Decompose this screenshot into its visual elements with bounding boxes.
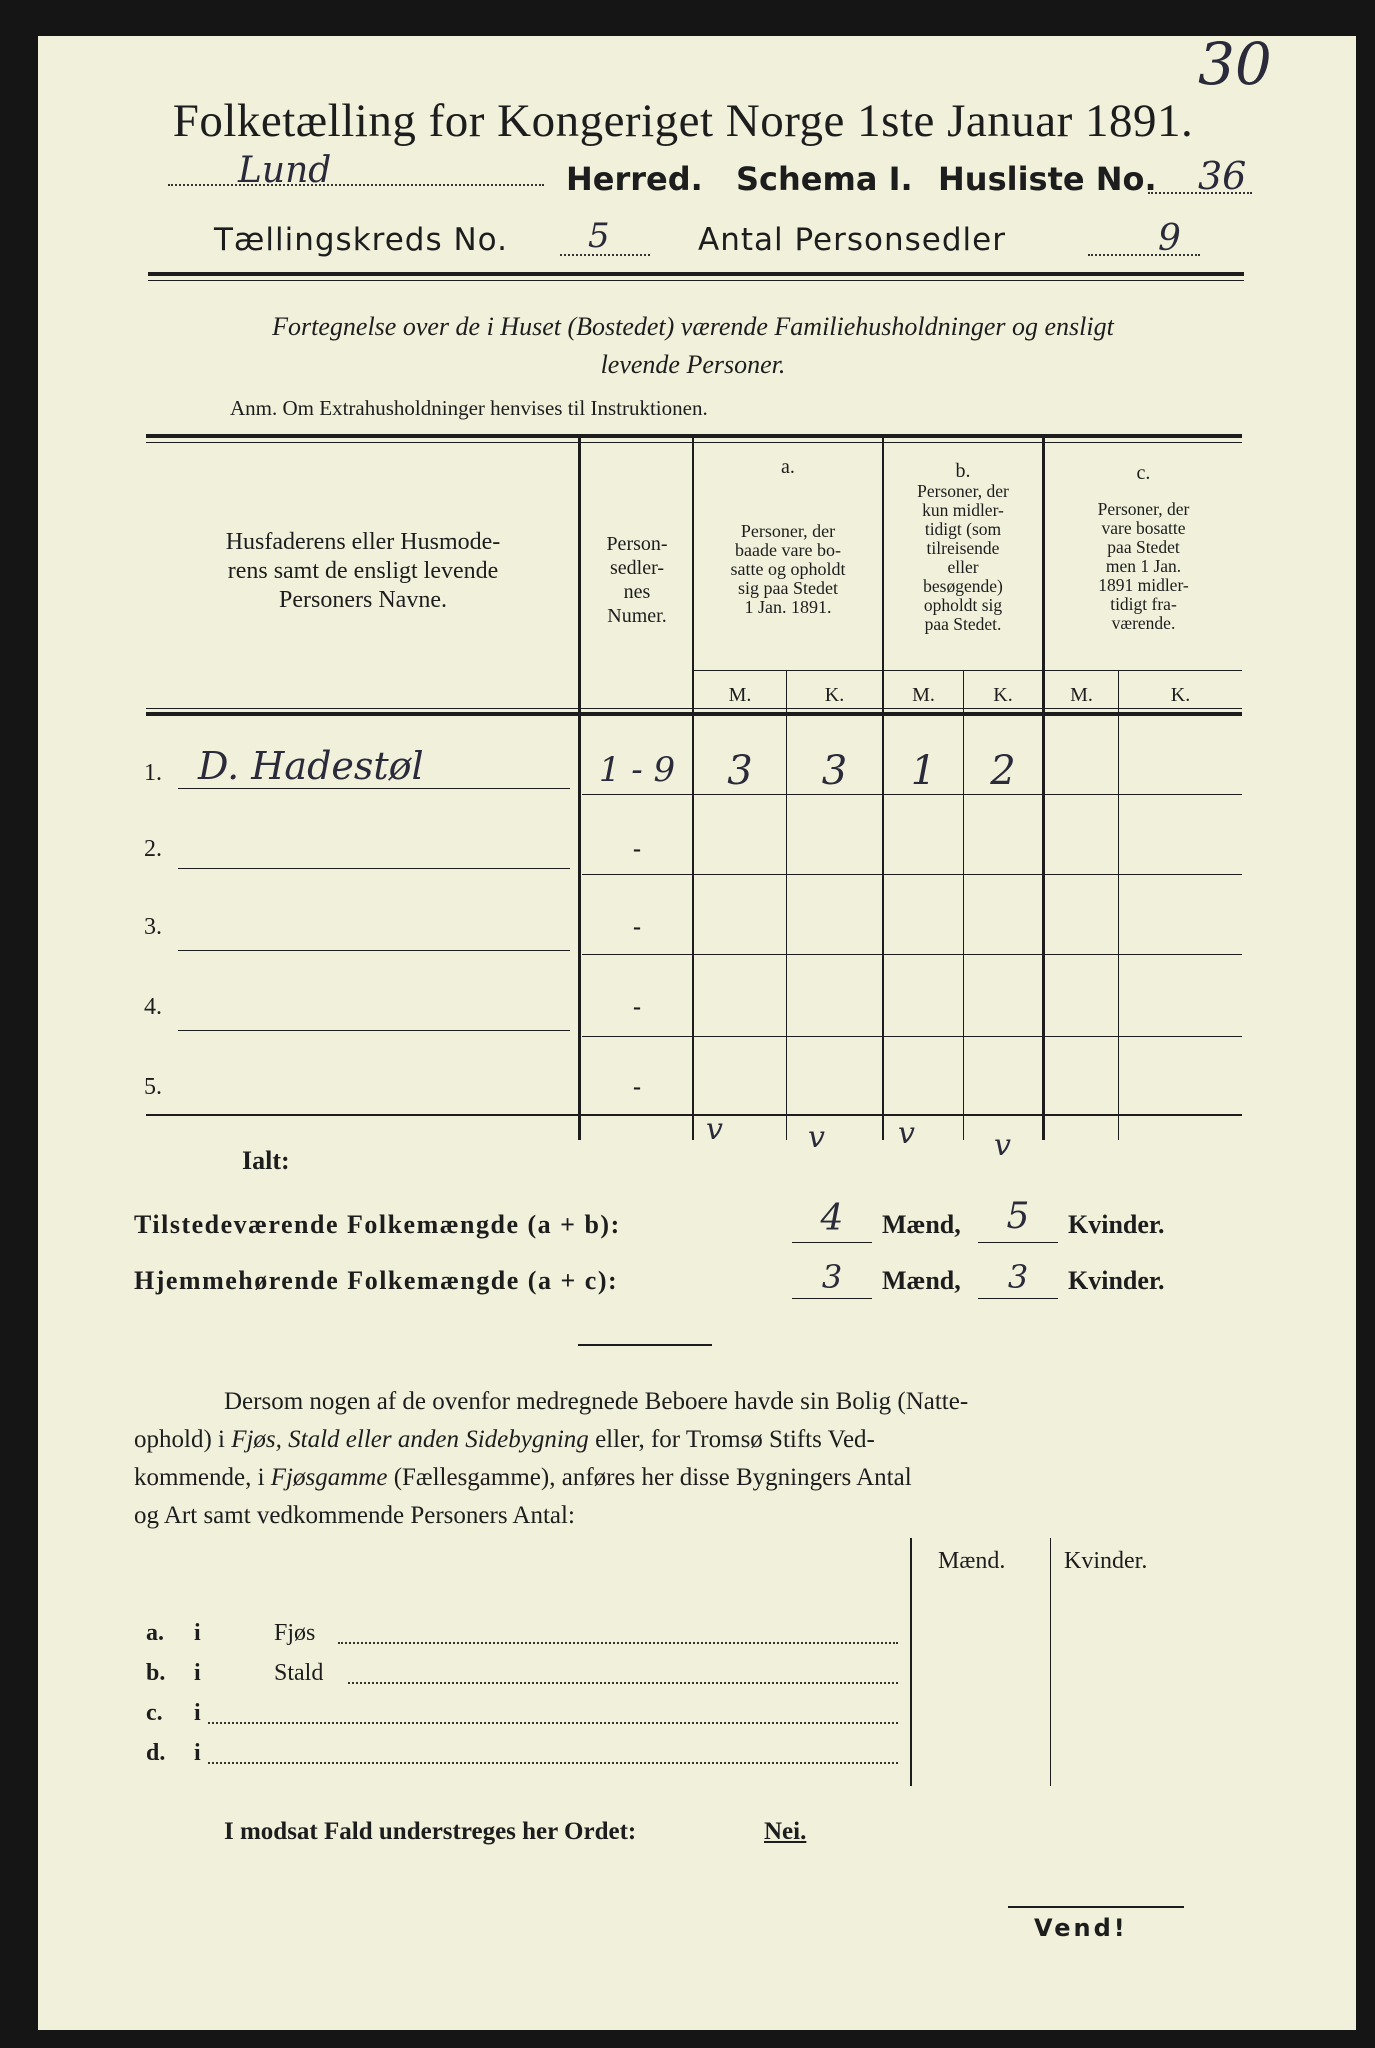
building-label: Stald bbox=[274, 1660, 324, 1686]
header-rule-thin bbox=[148, 280, 1244, 281]
row-number: 3. bbox=[144, 914, 162, 940]
tilsted-kvinder-value: 5 bbox=[1006, 1196, 1030, 1237]
vend-label: Vend! bbox=[1034, 1914, 1128, 1942]
building-label: Fjøs bbox=[274, 1620, 316, 1646]
schema-label: Schema I. bbox=[736, 160, 913, 198]
hjemme-maend-line bbox=[792, 1298, 872, 1299]
col-c-header: Personer, der vare bosatte paa Stedet men 1 Jan. 1891 midler- tidigt fra- værende. bbox=[1097, 499, 1190, 633]
table-top-rule bbox=[146, 434, 1242, 438]
building-dotted-line bbox=[208, 1762, 898, 1764]
herred-dotted-line bbox=[168, 184, 544, 186]
building-i: i bbox=[194, 1620, 201, 1646]
hjemme-kvinder-value: 3 bbox=[1007, 1258, 1029, 1296]
ialt-label: Ialt: bbox=[242, 1146, 290, 1175]
mk-top-rule bbox=[694, 670, 1242, 671]
building-i: i bbox=[194, 1740, 201, 1766]
buildings-divider-left bbox=[910, 1538, 912, 1786]
table-top-rule-thin bbox=[146, 442, 1242, 443]
tilsted-maend-label: Mænd, bbox=[882, 1210, 961, 1239]
building-dotted-line bbox=[208, 1722, 898, 1724]
buildings-kvinder-header: Kvinder. bbox=[1064, 1548, 1148, 1574]
intro-line-1: Fortegnelse over de i Huset (Bostedet) værende Familiehusholdninger og ensligt bbox=[272, 312, 1114, 341]
modsat-text: I modsat Fald understreges her Ordet: bbox=[224, 1818, 637, 1845]
body-rule-thick bbox=[146, 712, 1242, 716]
census-form-page bbox=[38, 30, 1356, 2030]
building-i: i bbox=[194, 1700, 201, 1726]
a-m-label: M. bbox=[728, 684, 752, 706]
check-mark: v bbox=[706, 1112, 723, 1147]
row-num: - bbox=[633, 1074, 641, 1100]
check-mark: v bbox=[898, 1116, 915, 1151]
row-rule bbox=[582, 954, 1242, 955]
building-letter: b. bbox=[146, 1660, 166, 1686]
building-dotted-line bbox=[348, 1682, 898, 1684]
herred-value: Lund bbox=[238, 150, 332, 191]
row-rule bbox=[178, 788, 570, 789]
stamp-number: 30 bbox=[1198, 30, 1272, 98]
row-number: 5. bbox=[144, 1074, 162, 1100]
col-c-letter: c. bbox=[1136, 462, 1151, 484]
hjemme-kvinder-line bbox=[978, 1298, 1058, 1299]
tilsted-maend-value: 4 bbox=[820, 1198, 844, 1239]
kreds-value: 5 bbox=[588, 216, 610, 256]
intro-line-2: levende Personer. bbox=[600, 350, 786, 379]
body-rule-thin bbox=[146, 708, 1242, 709]
buildings-maend-header: Mænd. bbox=[938, 1548, 1006, 1574]
row-rule bbox=[178, 950, 570, 951]
husliste-label: Husliste No. bbox=[938, 160, 1157, 198]
herred-label: Herred. bbox=[566, 160, 703, 198]
hjemme-maend-value: 3 bbox=[821, 1258, 843, 1296]
husliste-value: 36 bbox=[1198, 154, 1247, 198]
row-name: D. Hadestøl bbox=[198, 744, 424, 788]
c-k-label: K. bbox=[1170, 684, 1191, 706]
tilsted-kvinder-line bbox=[978, 1242, 1058, 1243]
hjemme-label: Hjemmehørende Folkemængde (a + c): bbox=[134, 1266, 619, 1295]
check-mark: v bbox=[808, 1120, 825, 1155]
building-letter: d. bbox=[146, 1740, 166, 1766]
row-b-k: 2 bbox=[990, 748, 1016, 794]
row-number: 1. bbox=[144, 760, 162, 786]
hjemme-kvinder-label: Kvinder. bbox=[1068, 1266, 1165, 1295]
row-a-k: 3 bbox=[821, 748, 848, 794]
building-letter: a. bbox=[146, 1620, 164, 1646]
col-divider-name bbox=[578, 438, 581, 1140]
col-b-letter: b. bbox=[955, 460, 971, 482]
row-rule bbox=[582, 874, 1242, 875]
anm-note: Anm. Om Extrahusholdninger henvises til Instruktionen. bbox=[230, 396, 708, 420]
col-b-header: Personer, der kun midler- tidigt (som tilreisende eller besøgende) opholdt sig paa Stedet. bbox=[917, 481, 1009, 634]
building-letter: c. bbox=[146, 1700, 163, 1726]
tilsted-maend-line bbox=[792, 1242, 872, 1243]
antal-value: 9 bbox=[1158, 218, 1181, 259]
paragraph-line-1: Dersom nogen af de ovenfor medregnede Beboere havde sin Bolig (Natte- bbox=[224, 1388, 969, 1415]
building-dotted-line bbox=[338, 1642, 898, 1644]
building-i: i bbox=[194, 1660, 201, 1686]
col-a-letter: a. bbox=[781, 456, 795, 478]
vend-rule bbox=[1008, 1906, 1184, 1908]
nei-word: Nei. bbox=[764, 1818, 807, 1845]
row-a-m: 3 bbox=[727, 748, 753, 794]
col-name-header: Husfaderens eller Husmode- rens samt de ensligt levende Personers Navne. bbox=[225, 529, 501, 613]
row-number: 4. bbox=[144, 994, 162, 1020]
antal-label: Antal Personsedler bbox=[698, 222, 1006, 258]
form-title: Folketælling for Kongeriget Norge 1ste Januar 1891. bbox=[172, 95, 1194, 147]
col-divider-a-mk bbox=[786, 670, 787, 1140]
paragraph-line-4: og Art samt vedkommende Personers Antal: bbox=[134, 1502, 575, 1529]
b-k-label: K. bbox=[993, 684, 1013, 706]
section-divider bbox=[578, 1344, 712, 1346]
row-num: 1 - 9 bbox=[598, 750, 676, 790]
buildings-divider-mid bbox=[1050, 1538, 1051, 1786]
col-divider-c-mk bbox=[1118, 670, 1119, 1140]
row-number: 2. bbox=[144, 836, 162, 862]
row-rule bbox=[178, 1030, 570, 1031]
paragraph-line-3: kommende, i Fjøsgamme (Fællesgamme), anføres her disse Bygningers Antal bbox=[134, 1464, 912, 1491]
a-k-label: K. bbox=[824, 684, 845, 706]
check-mark: v bbox=[994, 1128, 1011, 1163]
col-a-header: Personer, der baade vare bo- satte og opholdt sig paa Stedet 1 Jan. 1891. bbox=[730, 521, 846, 617]
row-num: - bbox=[633, 994, 641, 1020]
kreds-label: Tællingskreds No. bbox=[214, 222, 508, 258]
table-bottom-rule bbox=[146, 1114, 1242, 1116]
paragraph-line-2: ophold) i Fjøs, Stald eller anden Sidebygning eller, for Tromsø Stifts Ved- bbox=[134, 1426, 875, 1453]
row-rule bbox=[178, 868, 570, 869]
row-num: - bbox=[633, 914, 641, 940]
col-num-header: Person- sedler- nes Numer. bbox=[606, 533, 668, 627]
tilsted-kvinder-label: Kvinder. bbox=[1068, 1210, 1165, 1239]
tilsted-label: Tilstedeværende Folkemængde (a + b): bbox=[134, 1210, 621, 1239]
col-divider-b-mk bbox=[963, 670, 964, 1140]
row-rule bbox=[582, 794, 1242, 795]
hjemme-maend-label: Mænd, bbox=[882, 1266, 961, 1295]
header-rule-thick bbox=[148, 272, 1244, 276]
row-rule bbox=[582, 1036, 1242, 1037]
b-m-label: M. bbox=[912, 684, 935, 706]
c-m-label: M. bbox=[1070, 684, 1093, 706]
row-b-m: 1 bbox=[910, 748, 937, 794]
antal-dotted-line bbox=[1088, 254, 1200, 256]
row-num: - bbox=[633, 836, 641, 862]
